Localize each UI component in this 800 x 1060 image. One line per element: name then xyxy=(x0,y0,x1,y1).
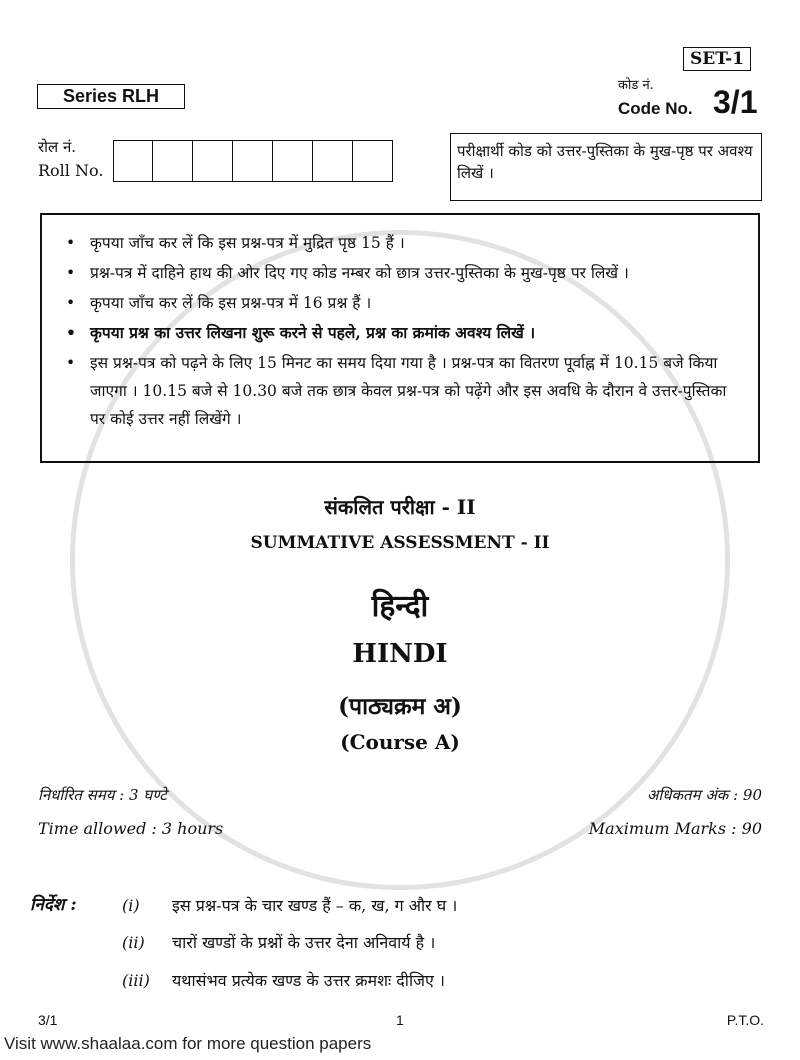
max-marks-hindi: अधिकतम अंक : 90 xyxy=(646,786,762,804)
course: (Course A) xyxy=(340,730,460,754)
instruction-item: • प्रश्न-पत्र में दाहिने हाथ की ओर दिए गए कोड नम्बर को छात्र उत्तर-पुस्तिका के मुख-पृष्ठ पर लिखें । xyxy=(56,259,742,287)
roll-cell xyxy=(193,140,233,182)
code-label: Code No. xyxy=(618,99,693,118)
roll-cell xyxy=(353,140,393,182)
time-allowed: Time allowed : 3 hours xyxy=(38,819,224,838)
subject-hindi: हिन्दी xyxy=(371,589,429,624)
roll-cell xyxy=(313,140,353,182)
subject: HINDI xyxy=(352,639,448,669)
direction-text: चारों खण्डों के प्रश्नों के उत्तर देना अनिवार्य है । xyxy=(172,933,436,952)
footer-code: 3/1 xyxy=(38,1012,58,1028)
candidate-code-note: परीक्षार्थी कोड को उत्तर-पुस्तिका के मुख-पृष्ठ पर अवश्य लिखें । xyxy=(450,133,762,201)
course-hindi: (पाठ्यक्रम अ) xyxy=(338,693,462,720)
direction-number: (iii) xyxy=(122,971,150,990)
code-value: 3/1 xyxy=(713,84,758,120)
roll-number-boxes xyxy=(113,140,393,182)
roll-label: Roll No. xyxy=(38,161,104,180)
set-badge: SET-1 xyxy=(683,47,751,71)
pto-label: P.T.O. xyxy=(726,1012,764,1028)
exam-title: SUMMATIVE ASSESSMENT - II xyxy=(250,533,550,553)
page-number: 1 xyxy=(396,1012,404,1028)
roll-cell xyxy=(273,140,313,182)
series-label: Series RLH xyxy=(37,84,185,109)
instruction-item: • कृपया जाँच कर लें कि इस प्रश्न-पत्र में 16 प्रश्न हैं । xyxy=(56,289,742,317)
direction-number: (i) xyxy=(122,896,140,915)
directions-label: निर्देश : xyxy=(30,895,77,915)
instruction-item: • कृपया प्रश्न का उत्तर लिखना शुरू करने से पहले, प्रश्न का क्रमांक अवश्य लिखें । xyxy=(56,319,742,347)
roll-label-hindi: रोल नं. xyxy=(38,138,77,156)
direction-text: इस प्रश्न-पत्र के चार खण्ड हैं – क, ख, ग और घ । xyxy=(172,896,458,915)
code-label-hindi: कोड नं. xyxy=(618,78,654,93)
max-marks: Maximum Marks : 90 xyxy=(588,819,762,838)
roll-cell xyxy=(153,140,193,182)
instruction-item: • इस प्रश्न-पत्र को पढ़ने के लिए 15 मिनट का समय दिया गया है । प्रश्न-पत्र का वितरण पूर्वाह्न में 10.15 बजे किया जाएगा । 10.15 बजे से 10.30 बजे तक छात्र केवल प्रश्न-पत्र को पढ़ेंगे और इस अवधि के दौरान वे उत्तर-पुस्तिका पर कोई उत्तर नहीं लिखेंगे । xyxy=(56,349,742,433)
instruction-item: • कृपया जाँच कर लें कि इस प्रश्न-पत्र में मुद्रित पृष्ठ 15 हैं । xyxy=(56,229,742,257)
direction-number: (ii) xyxy=(122,933,145,952)
exam-title-hindi: संकलित परीक्षा - II xyxy=(324,495,476,519)
roll-cell xyxy=(233,140,273,182)
time-allowed-hindi: निर्धारित समय : 3 घण्टे xyxy=(38,786,167,804)
roll-cell xyxy=(113,140,153,182)
instructions-box xyxy=(40,213,760,463)
visit-link[interactable]: Visit www.shaalaa.com for more question papers xyxy=(4,1034,372,1053)
direction-text: यथासंभव प्रत्येक खण्ड के उत्तर क्रमशः दीजिए । xyxy=(172,971,445,990)
